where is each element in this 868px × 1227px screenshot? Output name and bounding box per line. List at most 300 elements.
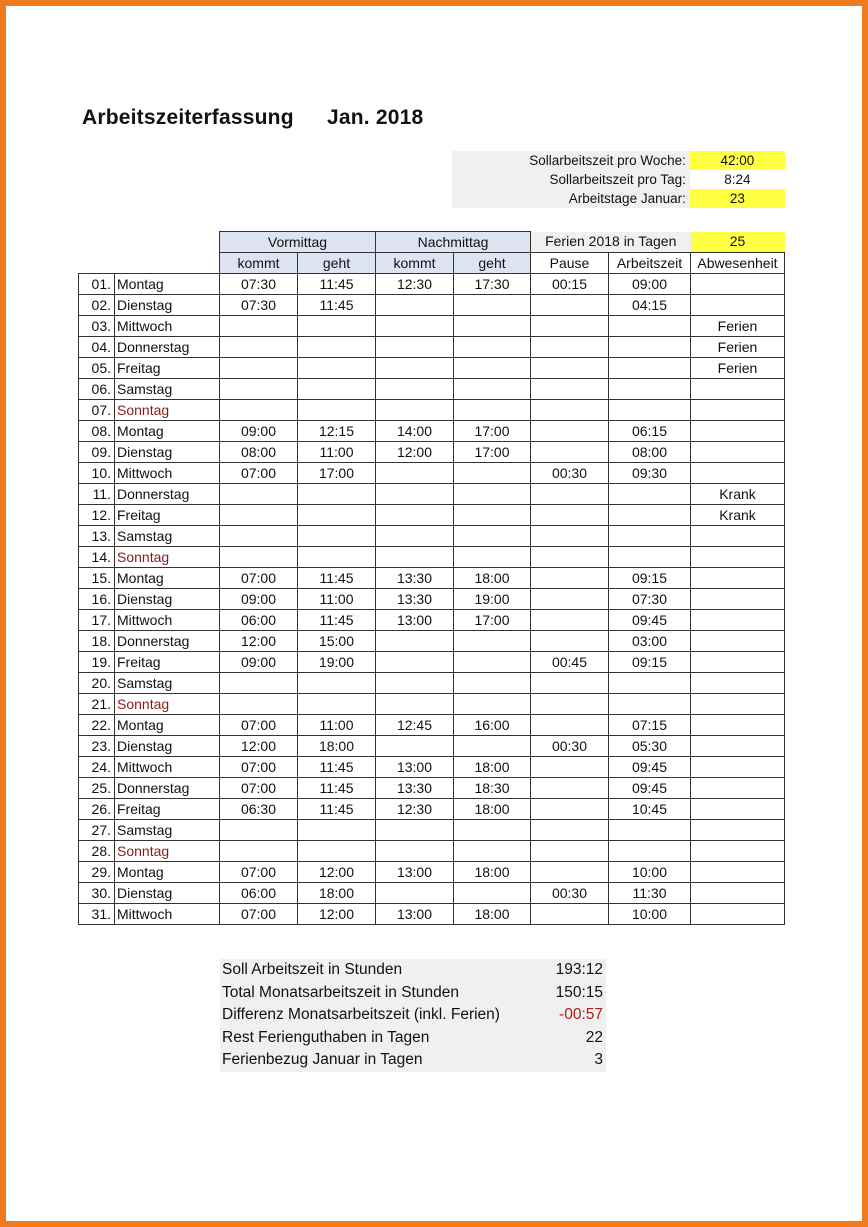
time-in-afternoon-cell: 13:30	[376, 568, 454, 589]
absence-cell	[691, 883, 785, 904]
day-number: 09.	[79, 442, 115, 463]
time-in-afternoon-cell: 13:00	[376, 610, 454, 631]
table-row	[79, 400, 785, 421]
time-in-morning-cell: 08:00	[220, 442, 298, 463]
time-out-morning-cell	[298, 358, 376, 379]
work-time-cell	[609, 337, 691, 358]
day-number: 10.	[79, 463, 115, 484]
break-time-cell	[531, 589, 609, 610]
time-out-morning-cell: 11:45	[298, 778, 376, 799]
time-out-morning-cell: 12:15	[298, 421, 376, 442]
time-out-afternoon-cell	[454, 883, 531, 904]
table-row	[79, 736, 785, 757]
timesheet-table	[78, 231, 785, 925]
time-out-afternoon-cell: 18:00	[454, 568, 531, 589]
time-out-afternoon-cell: 18:30	[454, 778, 531, 799]
summary-row	[220, 1027, 606, 1050]
target-hours-value: 42:00	[690, 151, 785, 170]
absence-cell	[691, 547, 785, 568]
weekday: Donnerstag	[115, 778, 220, 799]
break-time-cell	[531, 316, 609, 337]
time-in-morning-cell: 12:00	[220, 631, 298, 652]
table-row	[79, 610, 785, 631]
table-row	[79, 337, 785, 358]
work-time-cell: 04:15	[609, 295, 691, 316]
time-out-morning-cell	[298, 820, 376, 841]
time-in-morning-cell: 12:00	[220, 736, 298, 757]
time-in-afternoon-cell: 13:00	[376, 757, 454, 778]
break-time-cell	[531, 295, 609, 316]
time-in-morning-cell: 07:30	[220, 295, 298, 316]
weekday: Freitag	[115, 799, 220, 820]
time-out-morning-cell	[298, 337, 376, 358]
summary-value: 22	[585, 1028, 603, 1046]
time-out-morning-cell: 18:00	[298, 883, 376, 904]
weekday: Mittwoch	[115, 316, 220, 337]
absence-cell	[691, 673, 785, 694]
weekday: Sonntag	[115, 400, 220, 421]
absence-cell	[691, 757, 785, 778]
summary-label: Rest Ferienguthaben in Tagen	[222, 1028, 430, 1046]
summary-label: Soll Arbeitszeit in Stunden	[222, 961, 403, 979]
absence-cell	[691, 799, 785, 820]
work-time-cell	[609, 694, 691, 715]
absence-cell: Krank	[691, 484, 785, 505]
column-header-geht-am: geht	[298, 253, 376, 274]
weekday: Dienstag	[115, 442, 220, 463]
day-number: 07.	[79, 400, 115, 421]
work-time-cell: 08:00	[609, 442, 691, 463]
time-out-morning-cell	[298, 694, 376, 715]
day-number: 13.	[79, 526, 115, 547]
work-time-cell: 09:15	[609, 652, 691, 673]
table-row	[79, 694, 785, 715]
break-time-cell	[531, 568, 609, 589]
time-in-afternoon-cell	[376, 295, 454, 316]
weekday: Montag	[115, 568, 220, 589]
absence-cell	[691, 610, 785, 631]
break-time-cell	[531, 673, 609, 694]
time-out-afternoon-cell: 17:00	[454, 421, 531, 442]
time-in-morning-cell: 07:00	[220, 463, 298, 484]
time-in-morning-cell	[220, 358, 298, 379]
time-in-morning-cell: 07:00	[220, 568, 298, 589]
time-out-morning-cell	[298, 547, 376, 568]
weekday: Samstag	[115, 526, 220, 547]
day-number: 05.	[79, 358, 115, 379]
vacation-days-value: 25	[691, 232, 785, 253]
day-number: 27.	[79, 820, 115, 841]
break-time-cell: 00:15	[531, 274, 609, 295]
time-in-afternoon-cell	[376, 337, 454, 358]
work-time-cell: 11:30	[609, 883, 691, 904]
target-hours-row	[452, 189, 785, 208]
column-header-abwesenheit: Abwesenheit	[691, 253, 785, 274]
time-in-morning-cell	[220, 505, 298, 526]
time-in-afternoon-cell	[376, 463, 454, 484]
weekday: Sonntag	[115, 841, 220, 862]
time-in-afternoon-cell: 12:30	[376, 274, 454, 295]
time-in-afternoon-cell	[376, 526, 454, 547]
day-number: 12.	[79, 505, 115, 526]
time-out-afternoon-cell	[454, 736, 531, 757]
work-time-cell	[609, 316, 691, 337]
work-time-cell: 07:15	[609, 715, 691, 736]
time-out-morning-cell	[298, 505, 376, 526]
time-out-afternoon-cell: 16:00	[454, 715, 531, 736]
table-row	[79, 526, 785, 547]
time-out-morning-cell	[298, 484, 376, 505]
absence-cell	[691, 442, 785, 463]
time-out-morning-cell: 11:45	[298, 568, 376, 589]
time-out-morning-cell	[298, 400, 376, 421]
group-header-nachmittag: Nachmittag	[376, 232, 531, 253]
vacation-days-label: Ferien 2018 in Tagen	[531, 232, 691, 253]
break-time-cell	[531, 337, 609, 358]
summary-row	[220, 959, 606, 982]
summary-label: Differenz Monatsarbeitszeit (inkl. Ferien)	[222, 1006, 500, 1024]
table-row	[79, 631, 785, 652]
weekday: Donnerstag	[115, 337, 220, 358]
time-out-afternoon-cell	[454, 358, 531, 379]
break-time-cell	[531, 799, 609, 820]
absence-cell	[691, 526, 785, 547]
work-time-cell: 09:45	[609, 778, 691, 799]
absence-cell	[691, 736, 785, 757]
time-out-morning-cell: 11:45	[298, 757, 376, 778]
time-in-afternoon-cell: 13:00	[376, 904, 454, 925]
table-row	[79, 316, 785, 337]
time-in-morning-cell	[220, 337, 298, 358]
weekday: Montag	[115, 274, 220, 295]
header-spacer	[79, 232, 220, 253]
day-number: 29.	[79, 862, 115, 883]
day-number: 17.	[79, 610, 115, 631]
work-time-cell: 09:00	[609, 274, 691, 295]
absence-cell: Ferien	[691, 337, 785, 358]
day-number: 30.	[79, 883, 115, 904]
absence-cell	[691, 652, 785, 673]
weekday: Montag	[115, 421, 220, 442]
time-in-afternoon-cell: 13:30	[376, 589, 454, 610]
summary-value: 193:12	[555, 961, 603, 979]
absence-cell	[691, 295, 785, 316]
target-hours-label: Sollarbeitszeit pro Woche:	[452, 151, 690, 170]
time-out-afternoon-cell: 18:00	[454, 862, 531, 883]
work-time-cell: 10:00	[609, 904, 691, 925]
weekday: Mittwoch	[115, 904, 220, 925]
absence-cell	[691, 589, 785, 610]
document-title: Arbeitszeiterfassung	[82, 106, 294, 129]
work-time-cell	[609, 379, 691, 400]
day-number: 15.	[79, 568, 115, 589]
time-in-morning-cell: 09:00	[220, 421, 298, 442]
work-time-cell: 10:45	[609, 799, 691, 820]
absence-cell	[691, 862, 785, 883]
group-header-vormittag: Vormittag	[220, 232, 376, 253]
time-out-morning-cell: 18:00	[298, 736, 376, 757]
column-header-geht-pm: geht	[454, 253, 531, 274]
time-out-afternoon-cell	[454, 505, 531, 526]
time-in-afternoon-cell: 12:00	[376, 442, 454, 463]
work-time-cell	[609, 400, 691, 421]
weekday: Montag	[115, 862, 220, 883]
break-time-cell	[531, 862, 609, 883]
break-time-cell	[531, 505, 609, 526]
table-row	[79, 778, 785, 799]
break-time-cell	[531, 778, 609, 799]
day-number: 06.	[79, 379, 115, 400]
day-number: 24.	[79, 757, 115, 778]
day-number: 31.	[79, 904, 115, 925]
time-in-morning-cell: 07:00	[220, 757, 298, 778]
time-out-morning-cell: 12:00	[298, 904, 376, 925]
summary-row	[220, 982, 606, 1005]
day-number: 20.	[79, 673, 115, 694]
time-out-afternoon-cell	[454, 820, 531, 841]
time-out-morning-cell: 11:00	[298, 715, 376, 736]
weekday: Dienstag	[115, 883, 220, 904]
break-time-cell	[531, 442, 609, 463]
time-in-morning-cell: 07:00	[220, 862, 298, 883]
table-row	[79, 841, 785, 862]
day-number: 14.	[79, 547, 115, 568]
summary-label: Total Monatsarbeitszeit in Stunden	[222, 983, 459, 1001]
time-out-afternoon-cell	[454, 526, 531, 547]
work-time-cell	[609, 505, 691, 526]
time-in-afternoon-cell	[376, 631, 454, 652]
time-out-afternoon-cell	[454, 400, 531, 421]
time-in-morning-cell: 07:00	[220, 904, 298, 925]
table-row	[79, 358, 785, 379]
absence-cell	[691, 400, 785, 421]
absence-cell	[691, 820, 785, 841]
monthly-summary	[220, 959, 606, 1072]
column-header-kommt-pm: kommt	[376, 253, 454, 274]
break-time-cell	[531, 841, 609, 862]
time-out-morning-cell: 15:00	[298, 631, 376, 652]
absence-cell: Ferien	[691, 316, 785, 337]
weekday: Montag	[115, 715, 220, 736]
work-time-cell: 05:30	[609, 736, 691, 757]
absence-cell: Krank	[691, 505, 785, 526]
day-number: 21.	[79, 694, 115, 715]
time-in-afternoon-cell	[376, 652, 454, 673]
absence-cell	[691, 778, 785, 799]
time-in-morning-cell	[220, 379, 298, 400]
time-in-afternoon-cell	[376, 484, 454, 505]
time-in-afternoon-cell	[376, 316, 454, 337]
summary-value: 3	[594, 1051, 603, 1069]
time-out-morning-cell: 11:45	[298, 610, 376, 631]
work-time-cell	[609, 526, 691, 547]
target-hours-label: Arbeitstage Januar:	[452, 189, 690, 208]
table-row	[79, 463, 785, 484]
break-time-cell	[531, 358, 609, 379]
time-in-morning-cell	[220, 526, 298, 547]
time-in-morning-cell	[220, 694, 298, 715]
day-number: 28.	[79, 841, 115, 862]
time-out-afternoon-cell: 19:00	[454, 589, 531, 610]
time-in-afternoon-cell	[376, 547, 454, 568]
break-time-cell	[531, 904, 609, 925]
table-row	[79, 505, 785, 526]
target-hours-value: 23	[690, 189, 785, 208]
time-in-afternoon-cell	[376, 400, 454, 421]
weekday: Freitag	[115, 358, 220, 379]
time-out-morning-cell: 11:00	[298, 589, 376, 610]
work-time-cell	[609, 820, 691, 841]
break-time-cell	[531, 484, 609, 505]
time-out-morning-cell: 17:00	[298, 463, 376, 484]
break-time-cell	[531, 400, 609, 421]
column-header-kommt-am: kommt	[220, 253, 298, 274]
time-out-afternoon-cell	[454, 463, 531, 484]
time-in-morning-cell: 06:30	[220, 799, 298, 820]
weekday: Samstag	[115, 673, 220, 694]
time-in-morning-cell: 06:00	[220, 883, 298, 904]
time-in-afternoon-cell	[376, 883, 454, 904]
time-in-morning-cell: 07:00	[220, 715, 298, 736]
time-in-afternoon-cell	[376, 505, 454, 526]
work-time-cell	[609, 841, 691, 862]
table-row	[79, 799, 785, 820]
time-in-morning-cell: 07:30	[220, 274, 298, 295]
time-out-afternoon-cell	[454, 631, 531, 652]
absence-cell	[691, 631, 785, 652]
time-in-afternoon-cell	[376, 694, 454, 715]
time-out-morning-cell: 19:00	[298, 652, 376, 673]
time-out-morning-cell	[298, 841, 376, 862]
absence-cell	[691, 694, 785, 715]
column-header-pause: Pause	[531, 253, 609, 274]
weekday: Mittwoch	[115, 757, 220, 778]
table-row	[79, 547, 785, 568]
day-number: 25.	[79, 778, 115, 799]
weekday: Mittwoch	[115, 610, 220, 631]
time-out-afternoon-cell: 17:30	[454, 274, 531, 295]
summary-row	[220, 1004, 606, 1027]
table-row	[79, 652, 785, 673]
day-number: 19.	[79, 652, 115, 673]
weekday: Donnerstag	[115, 484, 220, 505]
table-row	[79, 589, 785, 610]
work-time-cell	[609, 673, 691, 694]
time-in-morning-cell	[220, 820, 298, 841]
break-time-cell	[531, 547, 609, 568]
time-in-afternoon-cell: 14:00	[376, 421, 454, 442]
table-row	[79, 274, 785, 295]
work-time-cell	[609, 484, 691, 505]
time-out-morning-cell	[298, 526, 376, 547]
time-out-afternoon-cell: 18:00	[454, 904, 531, 925]
day-number: 03.	[79, 316, 115, 337]
work-time-cell: 03:00	[609, 631, 691, 652]
time-out-morning-cell	[298, 316, 376, 337]
day-number: 02.	[79, 295, 115, 316]
column-header-arbeitszeit: Arbeitszeit	[609, 253, 691, 274]
time-out-morning-cell: 11:00	[298, 442, 376, 463]
absence-cell	[691, 715, 785, 736]
table-row	[79, 673, 785, 694]
day-number: 18.	[79, 631, 115, 652]
day-number: 26.	[79, 799, 115, 820]
break-time-cell	[531, 757, 609, 778]
time-in-morning-cell: 09:00	[220, 589, 298, 610]
time-out-afternoon-cell	[454, 337, 531, 358]
summary-label: Ferienbezug Januar in Tagen	[222, 1051, 423, 1069]
table-row	[79, 484, 785, 505]
time-in-morning-cell	[220, 400, 298, 421]
time-out-morning-cell: 11:45	[298, 274, 376, 295]
target-hours-value: 8:24	[724, 172, 751, 187]
break-time-cell	[531, 694, 609, 715]
time-out-morning-cell: 11:45	[298, 295, 376, 316]
time-out-afternoon-cell	[454, 316, 531, 337]
break-time-cell	[531, 631, 609, 652]
time-out-afternoon-cell	[454, 652, 531, 673]
day-number: 11.	[79, 484, 115, 505]
absence-cell	[691, 421, 785, 442]
break-time-cell	[531, 610, 609, 631]
work-time-cell: 07:30	[609, 589, 691, 610]
break-time-cell	[531, 715, 609, 736]
absence-cell	[691, 841, 785, 862]
work-time-cell: 10:00	[609, 862, 691, 883]
time-in-afternoon-cell	[376, 841, 454, 862]
time-in-afternoon-cell: 12:45	[376, 715, 454, 736]
table-row	[79, 883, 785, 904]
time-out-morning-cell	[298, 379, 376, 400]
time-out-afternoon-cell	[454, 673, 531, 694]
time-in-morning-cell: 06:00	[220, 610, 298, 631]
day-number: 04.	[79, 337, 115, 358]
weekday: Freitag	[115, 652, 220, 673]
time-out-afternoon-cell: 18:00	[454, 757, 531, 778]
time-in-morning-cell	[220, 547, 298, 568]
weekday: Sonntag	[115, 694, 220, 715]
day-number: 22.	[79, 715, 115, 736]
table-row	[79, 421, 785, 442]
header-spacer	[79, 253, 220, 274]
time-out-afternoon-cell	[454, 694, 531, 715]
table-row	[79, 715, 785, 736]
break-time-cell: 00:45	[531, 652, 609, 673]
time-out-afternoon-cell	[454, 841, 531, 862]
weekday: Samstag	[115, 820, 220, 841]
weekday: Donnerstag	[115, 631, 220, 652]
time-in-afternoon-cell	[376, 736, 454, 757]
break-time-cell	[531, 526, 609, 547]
work-time-cell	[609, 547, 691, 568]
day-number: 23.	[79, 736, 115, 757]
weekday: Samstag	[115, 379, 220, 400]
time-out-afternoon-cell	[454, 484, 531, 505]
time-in-morning-cell	[220, 841, 298, 862]
time-in-afternoon-cell: 13:30	[376, 778, 454, 799]
day-number: 08.	[79, 421, 115, 442]
work-time-cell	[609, 358, 691, 379]
absence-cell: Ferien	[691, 358, 785, 379]
table-row	[79, 442, 785, 463]
target-hours-row	[452, 151, 785, 170]
break-time-cell: 00:30	[531, 463, 609, 484]
day-number: 01.	[79, 274, 115, 295]
work-time-cell: 09:45	[609, 610, 691, 631]
absence-cell	[691, 904, 785, 925]
table-row	[79, 862, 785, 883]
work-time-cell: 09:15	[609, 568, 691, 589]
